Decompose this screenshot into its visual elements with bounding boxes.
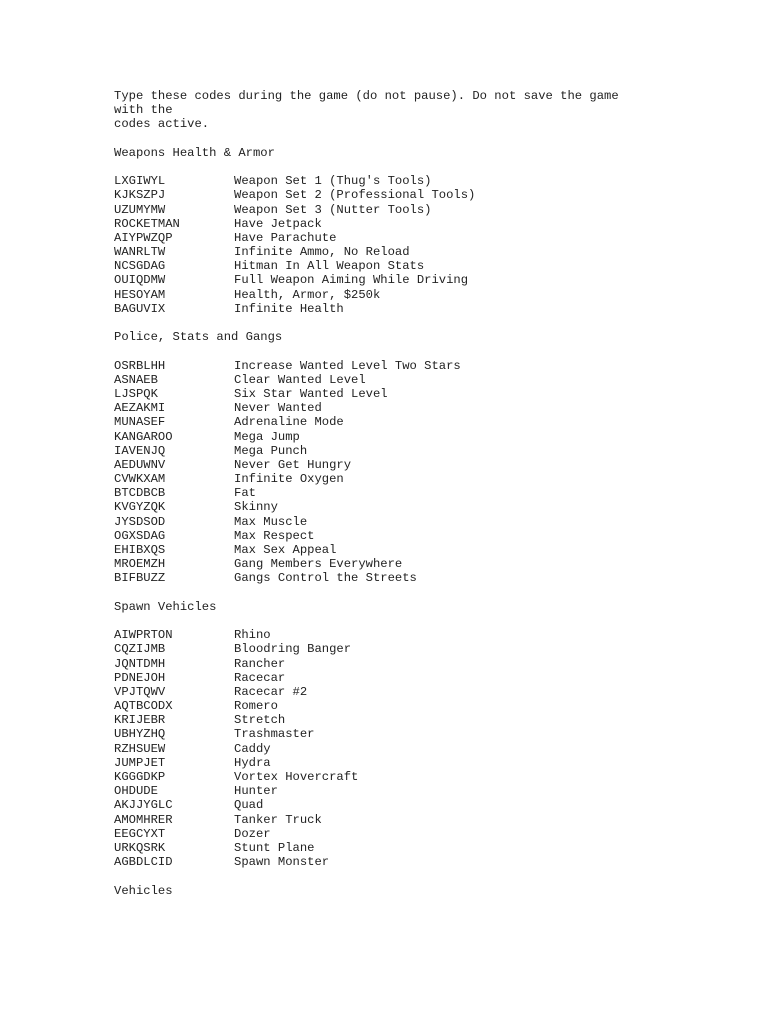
cheat-row (114, 642, 674, 656)
cheat-effect: Increase Wanted Level Two Stars (234, 358, 461, 373)
cheat-row (114, 841, 674, 855)
cheat-effect: Quad (234, 798, 264, 813)
cheat-code: RZHSUEW (114, 741, 166, 756)
cheat-code: OSRBLHH (114, 358, 166, 373)
intro-line: Type these codes during the game (do not pause). Do not save the game (114, 89, 619, 103)
cheat-code: BIFBUZZ (114, 571, 166, 586)
cheat-row (114, 387, 674, 401)
section-police-stats-gangs (114, 330, 674, 585)
cheat-code: MROEMZH (114, 557, 166, 572)
cheat-code: UZUMYMW (114, 202, 166, 217)
cheat-row (114, 500, 674, 514)
cheat-effect: Rhino (234, 628, 271, 643)
cheat-row (114, 174, 674, 188)
cheat-row (114, 273, 674, 287)
cheat-code: BTCDBCB (114, 486, 166, 501)
cheat-code: LJSPQK (114, 386, 158, 401)
document-page (114, 89, 674, 898)
cheat-code: CQZIJMB (114, 642, 166, 657)
cheat-row (114, 813, 674, 827)
cheat-effect: Weapon Set 1 (Thug's Tools) (234, 174, 432, 189)
cheat-effect: Vortex Hovercraft (234, 770, 359, 784)
cheat-effect: Caddy (234, 741, 271, 756)
cheat-row (114, 415, 674, 429)
intro-paragraph (114, 89, 674, 132)
section-title: Weapons Health & Armor (114, 145, 275, 160)
cheat-effect: Have Jetpack (234, 216, 322, 231)
cheat-code: AEDUWNV (114, 457, 166, 472)
cheat-row (114, 444, 674, 458)
cheat-code: AEZAKMI (114, 401, 166, 416)
cheat-row (114, 472, 674, 486)
cheat-code: MUNASEF (114, 415, 166, 430)
cheat-effect: Full Weapon Aiming While Driving (234, 273, 469, 288)
cheat-code: JUMPJET (114, 755, 166, 770)
cheat-effect: Racecar #2 (234, 684, 308, 699)
cheat-code: VPJTQWV (114, 684, 166, 699)
cheat-code: UBHYZHQ (114, 727, 166, 742)
cheat-row (114, 515, 674, 529)
cheat-effect: Stunt Plane (234, 840, 315, 855)
cheat-effect: Spawn Monster (234, 855, 330, 870)
cheat-row (114, 557, 674, 571)
cheat-code: JQNTDMH (114, 656, 166, 671)
cheat-code: LXGIWYL (114, 174, 166, 189)
cheat-row (114, 713, 674, 727)
cheat-code: PDNEJOH (114, 670, 166, 685)
cheat-row (114, 685, 674, 699)
cheat-row (114, 671, 674, 685)
cheat-effect: Racecar (234, 670, 286, 685)
cheat-row (114, 529, 674, 543)
cheat-code: EHIBXQS (114, 543, 166, 557)
cheat-effect: Max Respect (234, 528, 315, 543)
cheat-effect: Skinny (234, 500, 278, 515)
section-title: Spawn Vehicles (114, 599, 217, 614)
cheat-code: AIYPWZQP (114, 230, 173, 245)
cheat-effect: Weapon Set 3 (Nutter Tools) (234, 202, 432, 217)
cheat-row (114, 217, 674, 231)
cheat-effect: Six Star Wanted Level (234, 386, 388, 401)
cheat-code: ROCKETMAN (114, 216, 180, 231)
cheat-effect: Infinite Oxygen (234, 472, 344, 487)
cheat-code: JYSDSOD (114, 514, 166, 529)
cheat-code: AKJJYGLC (114, 798, 173, 813)
cheat-row (114, 231, 674, 245)
cheat-effect: Fat (234, 486, 256, 501)
cheat-code: URKQSRK (114, 840, 166, 855)
cheat-row (114, 727, 674, 741)
cheat-code: KVGYZQK (114, 500, 166, 515)
cheat-effect: Max Muscle (234, 514, 308, 529)
cheat-effect: Adrenaline Mode (234, 415, 344, 430)
cheat-effect: Max Sex Appeal (234, 543, 337, 557)
cheat-code: AQTBCODX (114, 699, 173, 714)
cheat-effect: Tanker Truck (234, 812, 322, 827)
cheat-row (114, 302, 674, 316)
cheat-row (114, 571, 674, 585)
cheat-code: CVWKXAM (114, 472, 166, 487)
cheat-code: BAGUVIX (114, 301, 166, 316)
cheat-code: IAVENJQ (114, 443, 166, 458)
cheat-code: KRIJEBR (114, 713, 166, 728)
cheat-code: AIWPRTON (114, 628, 173, 643)
cheat-row (114, 827, 674, 841)
cheat-effect: Gangs Control the Streets (234, 571, 417, 586)
cheat-code: AGBDLCID (114, 855, 173, 870)
cheat-code: NCSGDAG (114, 259, 166, 274)
cheat-effect: Hydra (234, 755, 271, 770)
cheat-effect: Dozer (234, 826, 271, 841)
cheat-code: KANGAROO (114, 429, 173, 444)
section-vehicles (114, 884, 674, 898)
cheat-effect: Health, Armor, $250k (234, 287, 381, 302)
cheat-row (114, 770, 674, 784)
cheat-code: AMOMHRER (114, 812, 173, 827)
cheat-effect: Mega Punch (234, 443, 308, 458)
cheat-row (114, 699, 674, 713)
cheat-row (114, 784, 674, 798)
cheat-code: WANRLTW (114, 245, 166, 260)
cheat-effect: Stretch (234, 713, 286, 728)
cheat-effect: Infinite Ammo, No Reload (234, 245, 410, 260)
cheat-effect: Weapon Set 2 (Professional Tools) (234, 188, 476, 203)
cheat-row (114, 245, 674, 259)
cheat-code: KGGGDKP (114, 770, 166, 784)
cheat-row (114, 458, 674, 472)
cheat-effect: Never Wanted (234, 401, 322, 416)
cheat-row (114, 373, 674, 387)
cheat-row (114, 628, 674, 642)
cheat-code: OHDUDE (114, 784, 158, 799)
cheat-code: KJKSZPJ (114, 188, 166, 203)
cheat-code: OGXSDAG (114, 528, 166, 543)
cheat-row (114, 543, 674, 557)
cheat-effect: Bloodring Banger (234, 642, 352, 657)
cheat-row (114, 742, 674, 756)
cheat-row (114, 288, 674, 302)
cheat-row (114, 401, 674, 415)
cheat-row (114, 203, 674, 217)
cheat-effect: Gang Members Everywhere (234, 557, 403, 572)
cheat-effect: Rancher (234, 656, 286, 671)
cheat-effect: Clear Wanted Level (234, 372, 366, 387)
cheat-row (114, 188, 674, 202)
cheat-code: OUIQDMW (114, 273, 166, 288)
cheat-effect: Never Get Hungry (234, 457, 352, 472)
cheat-code: HESOYAM (114, 287, 166, 302)
cheat-row (114, 657, 674, 671)
cheat-code: EEGCYXT (114, 826, 166, 841)
cheat-row (114, 855, 674, 869)
intro-line: codes active. (114, 117, 210, 132)
cheat-effect: Trashmaster (234, 727, 315, 742)
section-weapons-health-armor (114, 146, 674, 316)
cheat-effect: Hitman In All Weapon Stats (234, 259, 425, 274)
cheat-code: ASNAEB (114, 372, 158, 387)
section-spawn-vehicles (114, 600, 674, 870)
cheat-effect: Have Parachute (234, 230, 337, 245)
section-title: Police, Stats and Gangs (114, 330, 283, 345)
cheat-row (114, 259, 674, 273)
cheat-row (114, 430, 674, 444)
cheat-effect: Infinite Health (234, 301, 344, 316)
cheat-effect: Hunter (234, 784, 278, 799)
cheat-row (114, 798, 674, 812)
cheat-row (114, 756, 674, 770)
intro-line: with the (114, 103, 173, 118)
cheat-row (114, 359, 674, 373)
cheat-row (114, 486, 674, 500)
section-title: Vehicles (114, 883, 173, 898)
cheat-effect: Mega Jump (234, 429, 300, 444)
cheat-effect: Romero (234, 699, 278, 714)
